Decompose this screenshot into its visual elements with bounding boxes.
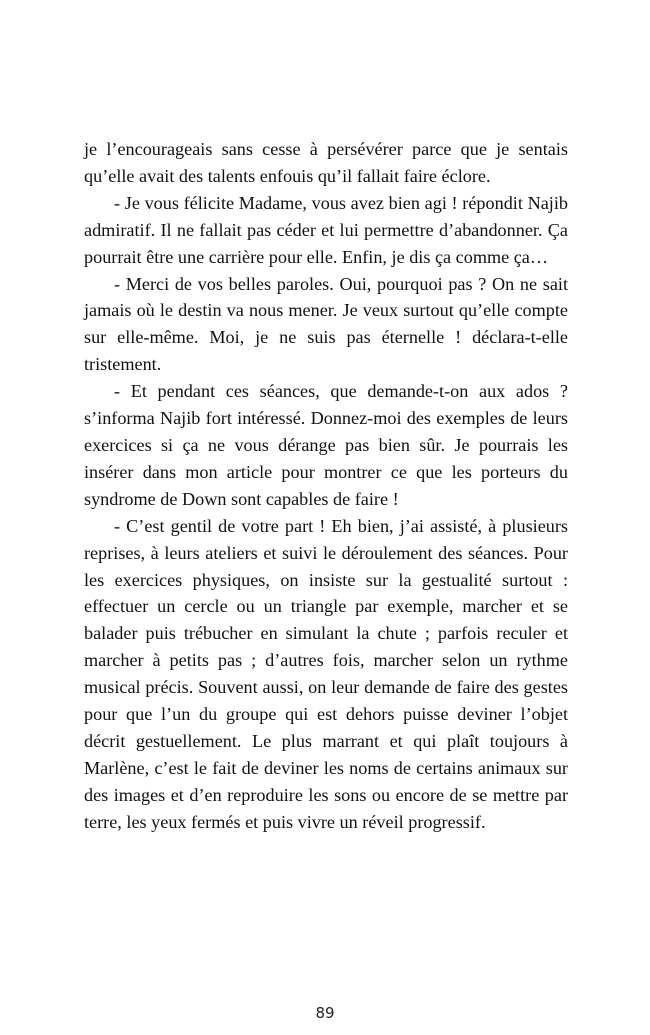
page-body bbox=[84, 136, 568, 836]
paragraph-najib-asks: - Et pendant ces séances, que demande-t-on aux ados ? s’informa Najib fort intéressé. Donnez-moi des exemples de leurs exercices si ça ne vous dérange pas bien sûr. Je pourrais les insérer dans mon article pour montrer ce que les porteurs du syndrome de Down sont capables de faire ! bbox=[84, 381, 568, 509]
paragraph-mother-thanks: - Merci de vos belles paroles. Oui, pourquoi pas ? On ne sait jamais où le destin va nous mener. Je veux surtout qu’elle compte sur elle-même. Moi, je ne suis pas éternelle ! déclara-t-elle tristement. bbox=[84, 273, 568, 375]
page-number: 89 bbox=[315, 1004, 335, 1022]
paragraph-najib-congratulates: - Je vous félicite Madame, vous avez bien agi ! répondit Najib admiratif. Il ne fallait pas céder et lui permettre d’abandonner. Ça pourrait être une carrière pour elle. Enfin, je dis ça comme ça… bbox=[84, 192, 568, 267]
paragraph-continuation: je l’encourageais sans cesse à persévérer parce que je sentais qu’elle avait des talents enfouis qu’il fallait faire éclore. bbox=[84, 139, 568, 186]
paragraph-exercises-description: - C’est gentil de votre part ! Eh bien, j’ai assisté, à plusieurs reprises, à leurs ateliers et suivi le déroulement des séances. Pour les exercices physiques, on insiste sur la gestualité surtout : effectuer un cercle ou un triangle par exemple, marcher et se balader puis trébucher en simulant la chute ; parfois reculer et marcher à petits pas ; d’autres fois, marcher selon un rythme musical précis. Souvent aussi, on leur demande de faire des gestes pour que l’un du groupe qui est dehors puisse deviner l’objet décrit gestuellement. Le plus marrant et qui plaît toujours à Marlène, c’est le fait de deviner les noms de certains animaux sur des images et d’en reproduire les sons ou encore de se mettre par terre, les yeux fermés et puis vivre un réveil progressif. bbox=[84, 515, 568, 832]
